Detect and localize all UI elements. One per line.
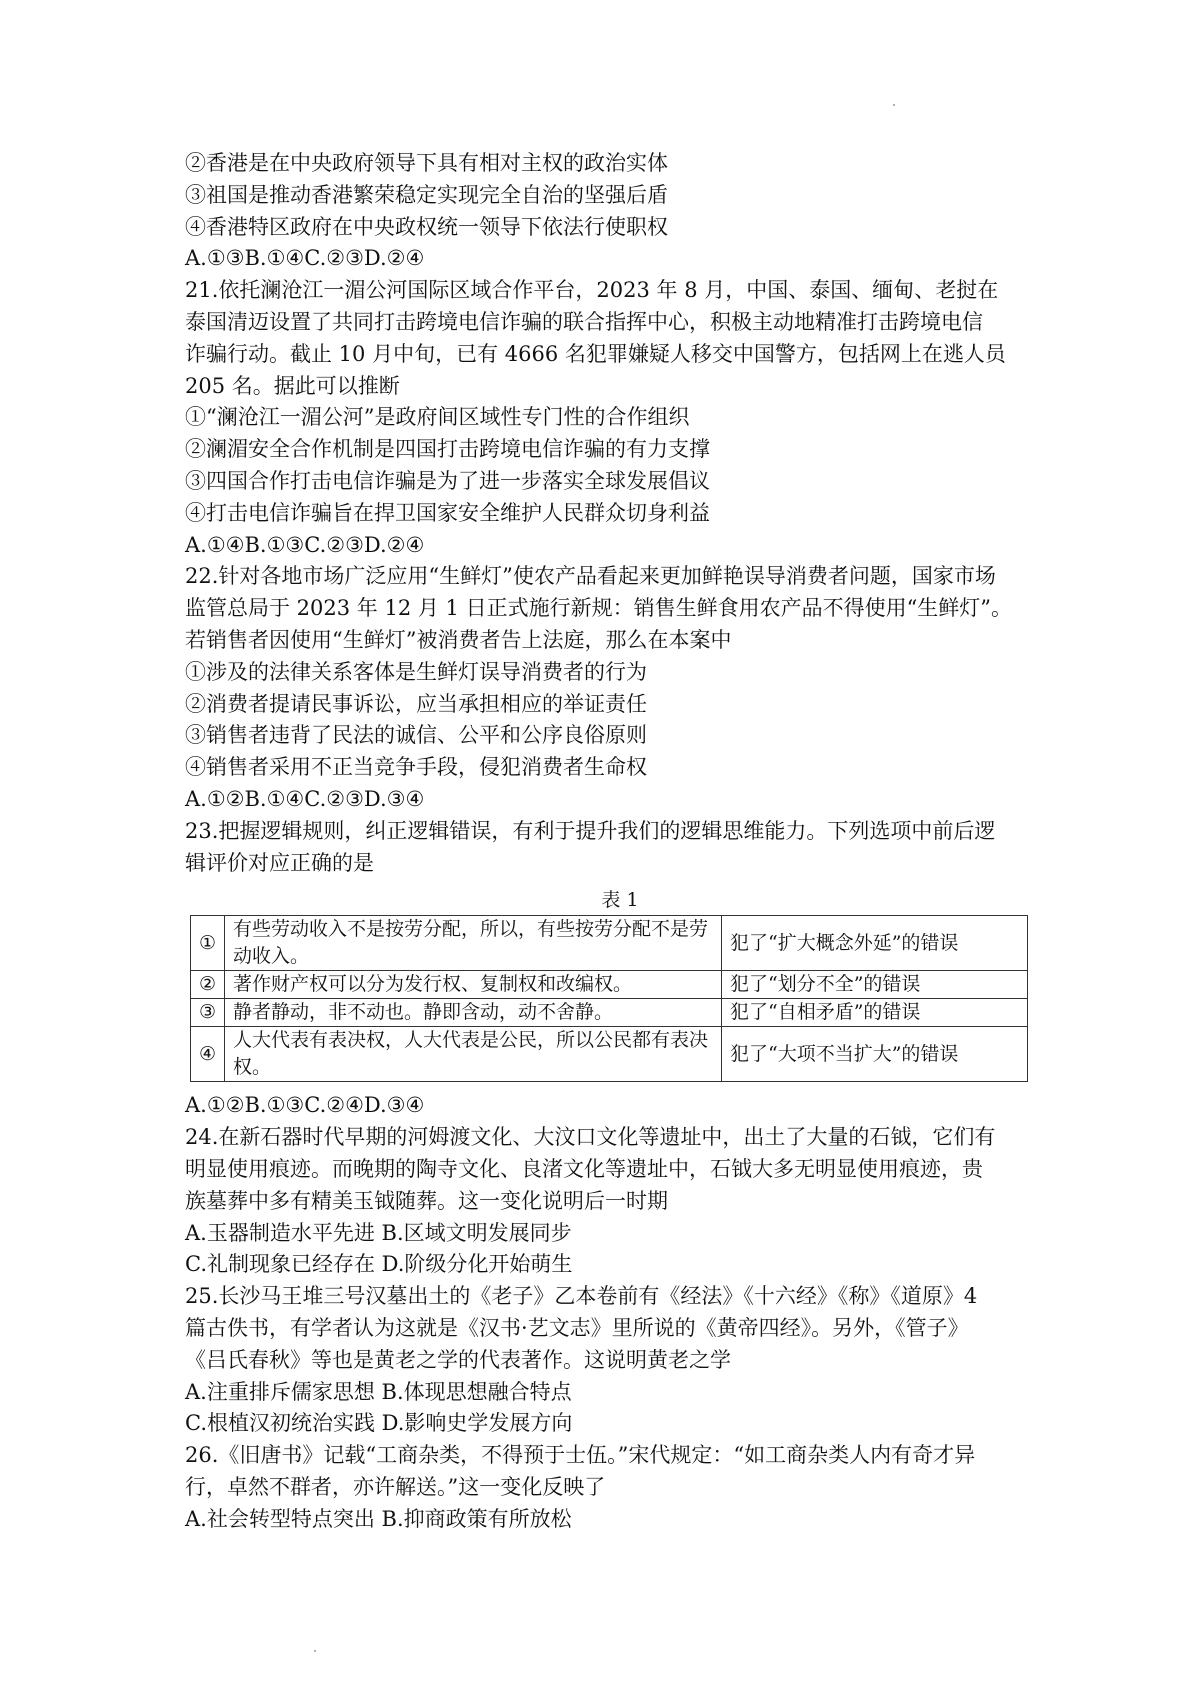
answer-options: C.礼制现象已经存在 D.阶级分化开始萌生 [185,1252,573,1277]
text-line: 族墓葬中多有精美玉钺随葬。这一变化说明后一时期 [185,1188,668,1213]
text-line: 205 名。据此可以推断 [185,373,400,398]
answer-options: A.①②B.①③C.②④D.③④ [185,1093,425,1118]
text-line: 篇古佚书，有学者认为这就是《汉书·艺文志》里所说的《黄帝四经》。另外，《管子》 [185,1315,969,1340]
table-row [191,999,1028,1027]
logic-table [190,915,1028,1082]
text-line: 《吕氏春秋》等也是黄老之学的代表著作。这说明黄老之学 [185,1347,731,1372]
answer-options: C.根植汉初统治实践 D.影响史学发展方向 [185,1411,573,1436]
evaluation-cell: 犯了“大项不当扩大”的错误 [722,1027,1028,1082]
text-line: ②澜湄安全合作机制是四国打击跨境电信诈骗的有力支撑 [185,437,710,462]
row-number: ③ [191,999,225,1027]
text-line: 诈骗行动。截止 10 月中旬，已有 4666 名犯罪嫌疑人移交中国警方，包括网上在逃人员 [185,341,1006,366]
row-number: ① [191,916,225,971]
text-line: ④销售者采用不正当竞争手段，侵犯消费者生命权 [185,755,647,780]
text-line: ②香港是在中央政府领导下具有相对主权的政治实体 [185,151,668,175]
evaluation-cell: 犯了“划分不全”的错误 [722,971,1028,999]
text-line: 若销售者因使用“生鲜灯”被消费者告上法庭，那么在本案中 [185,627,732,652]
statement-cell: 有些劳动收入不是按劳分配，所以，有些按劳分配不是劳动收入。 [225,916,722,971]
question-22-stem: 22.针对各地市场广泛应用“生鲜灯”使农产品看起来更加鲜艳误导消费者问题，国家市场 [185,564,996,589]
question-25-stem: 25.长沙马王堆三号汉墓出土的《老子》乙本卷前有《经法》《十六经》《称》《道原》4 [185,1284,978,1309]
statement-cell: 人大代表有表决权，人大代表是公民，所以公民都有表决权。 [225,1027,722,1082]
table-row [191,971,1028,999]
row-number: ④ [191,1027,225,1082]
text-line: ①涉及的法律关系客体是生鲜灯误导消费者的行为 [185,659,647,684]
answer-options: A.玉器制造水平先进 B.区域文明发展同步 [185,1220,572,1245]
text-line: ①“澜沧江一湄公河”是政府间区域性专门性的合作组织 [185,405,690,430]
text-line: 泰国清迈设置了共同打击跨境电信诈骗的联合指挥中心，积极主动地精准打击跨境电信 [185,309,983,334]
question-23-stem: 23.把握逻辑规则，纠正逻辑错误，有利于提升我们的逻辑思维能力。下列选项中前后逻 [185,818,996,843]
table-row [191,1027,1028,1082]
table-caption: 表 1 [601,889,639,912]
text-line: 辑评价对应正确的是 [185,850,374,875]
answer-options: A.注重排斥儒家思想 B.体现思想融合特点 [185,1379,572,1404]
scan-speck [893,104,895,106]
answer-options: A.①③B.①④C.②③D.②④ [185,246,425,271]
text-line: ③销售者违背了民法的诚信、公平和公序良俗原则 [185,723,647,748]
exam-content [185,148,1045,1535]
answer-options: A.①②B.①④C.②③D.③④ [185,786,425,811]
text-line: ②消费者提请民事诉讼，应当承担相应的举证责任 [185,691,647,716]
question-21-stem: 21.依托澜沧江一湄公河国际区域合作平台，2023 年 8 月，中国、泰国、缅甸、老挝在 [185,278,999,303]
question-24-stem: 24.在新石器时代早期的河姆渡文化、大汶口文化等遗址中，出土了大量的石钺，它们有 [185,1125,996,1150]
answer-options: A.社会转型特点突出 B.抑商政策有所放松 [185,1506,572,1531]
top-text-block [185,148,1045,879]
evaluation-cell: 犯了“扩大概念外延”的错误 [722,916,1028,971]
scan-speck [314,1650,316,1652]
table-row [191,916,1028,971]
answer-options: A.①④B.①③C.②③D.②④ [185,532,425,557]
bottom-text-block [185,1090,1045,1535]
text-line: 监管总局于 2023 年 12 月 1 日正式施行新规：销售生鲜食用农产品不得使用“生鲜灯”。 [185,596,1013,621]
text-line: 明显使用痕迹。而晚期的陶寺文化、良渚文化等遗址中，石钺大多无明显使用痕迹，贵 [185,1156,983,1181]
text-line: ④香港特区政府在中央政权统一领导下依法行使职权 [185,214,668,239]
text-line: ③四国合作打击电信诈骗是为了进一步落实全球发展倡议 [185,468,710,493]
text-line: ④打击电信诈骗旨在捍卫国家安全维护人民群众切身利益 [185,500,710,525]
row-number: ② [191,971,225,999]
text-line: ③祖国是推动香港繁荣稳定实现完全自治的坚强后盾 [185,182,668,207]
evaluation-cell: 犯了“自相矛盾”的错误 [722,999,1028,1027]
statement-cell: 静者静动，非不动也。静即含动，动不舍静。 [225,999,722,1027]
statement-cell: 著作财产权可以分为发行权、复制权和改编权。 [225,971,722,999]
text-line: 行，卓然不群者，亦许解送。”这一变化反映了 [185,1474,606,1499]
question-26-stem: 26.《旧唐书》记载“工商杂类，不得预于士伍。”宋代规定：“如工商杂类人内有奇才异 [185,1443,976,1468]
